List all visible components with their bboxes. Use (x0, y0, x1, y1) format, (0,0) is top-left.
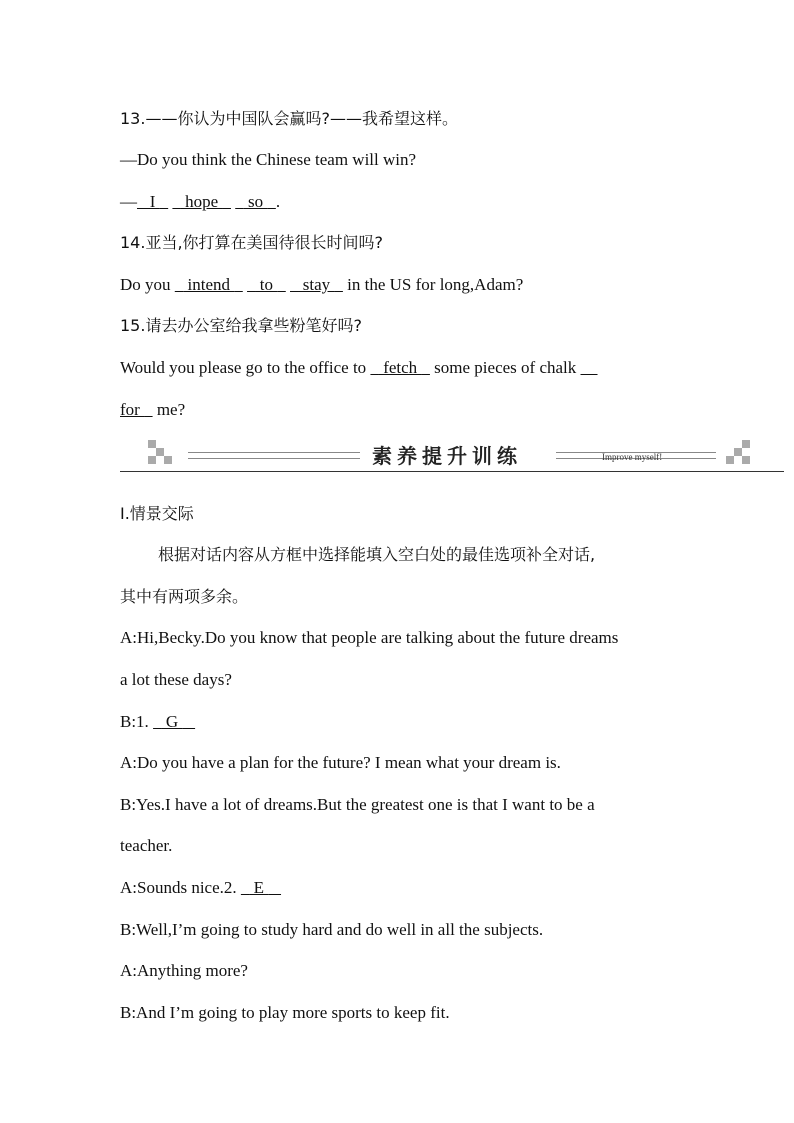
q13-chinese: 13.——你认为中国队会赢吗?——我希望这样。 (120, 109, 458, 128)
q14-pre: Do you (120, 275, 175, 294)
dialogue-b2-line-2: teacher. (120, 836, 173, 855)
q13-answer-prefix: — (120, 192, 137, 211)
q15-blank-2: for (120, 400, 145, 419)
q15-blank-2-start (581, 358, 598, 377)
banner-title: 素养提升训练 (372, 444, 522, 468)
q13-blank-1: I (145, 192, 160, 211)
dialogue-b1 (120, 711, 195, 733)
dialogue-b3: B:Well,I’m going to study hard and do well in all the subjects. (120, 920, 544, 939)
q13-blank-3: so (243, 192, 268, 211)
q15-pre: Would you please go to the office to (120, 358, 371, 377)
dialogue-a3-prefix: A:Sounds nice.2. (120, 878, 241, 897)
dialogue-b1-prefix: B:1. (120, 712, 154, 731)
q14-english (120, 274, 523, 296)
q13-blank-2: hope (180, 192, 223, 211)
q14-chinese: 14.亚当,你打算在美国待很长时间吗? (120, 233, 384, 252)
dialogue-a3-blank: E (249, 878, 269, 897)
q15-chinese: 15.请去办公室给我拿些粉笔好吗? (120, 316, 362, 335)
dialogue-b4: B:And I’m going to play more sports to keep fit. (120, 1003, 450, 1022)
q13-answer (120, 191, 280, 213)
q15-english-line1 (120, 357, 598, 379)
dialogue-a3 (120, 877, 281, 899)
q15-mid: some pieces of chalk (429, 358, 581, 377)
dialogue-b1-blank: G (161, 712, 183, 731)
instruction-line-2: 其中有两项多余。 (120, 587, 249, 606)
dialogue-a2: A:Do you have a plan for the future? I mean what your dream is. (120, 753, 561, 772)
q15-blank-1: fetch (378, 358, 422, 377)
section-banner (120, 436, 784, 472)
q14-blank-2: to (255, 275, 278, 294)
banner-stripes-left (188, 452, 360, 459)
q15-english-line2 (120, 399, 185, 421)
dialogue-a1-line-1: A:Hi,Becky.Do you know that people are talking about the future dreams (120, 628, 619, 647)
q14-blank-1: intend (183, 275, 235, 294)
q13-english: —Do you think the Chinese team will win? (120, 150, 417, 169)
section-1-heading: Ⅰ.情景交际 (120, 504, 194, 523)
banner-rule (120, 471, 784, 472)
banner-subtitle: Improve myself! (602, 452, 663, 462)
dialogue-b2-line-1: B:Yes.I have a lot of dreams.But the greatest one is that I want to be a (120, 795, 595, 814)
banner-checker-left (148, 440, 178, 470)
instruction-line-1: 根据对话内容从方框中选择能填入空白处的最佳选项补全对话, (158, 545, 596, 564)
dialogue-a4: A:Anything more? (120, 961, 248, 980)
q14-post: in the US for long,Adam? (342, 275, 524, 294)
q13-answer-end: . (275, 192, 281, 211)
q15-post: me? (152, 400, 186, 419)
q14-blank-3: stay (298, 275, 335, 294)
banner-checker-right (726, 440, 756, 470)
dialogue-a1-line-2: a lot these days? (120, 670, 232, 689)
